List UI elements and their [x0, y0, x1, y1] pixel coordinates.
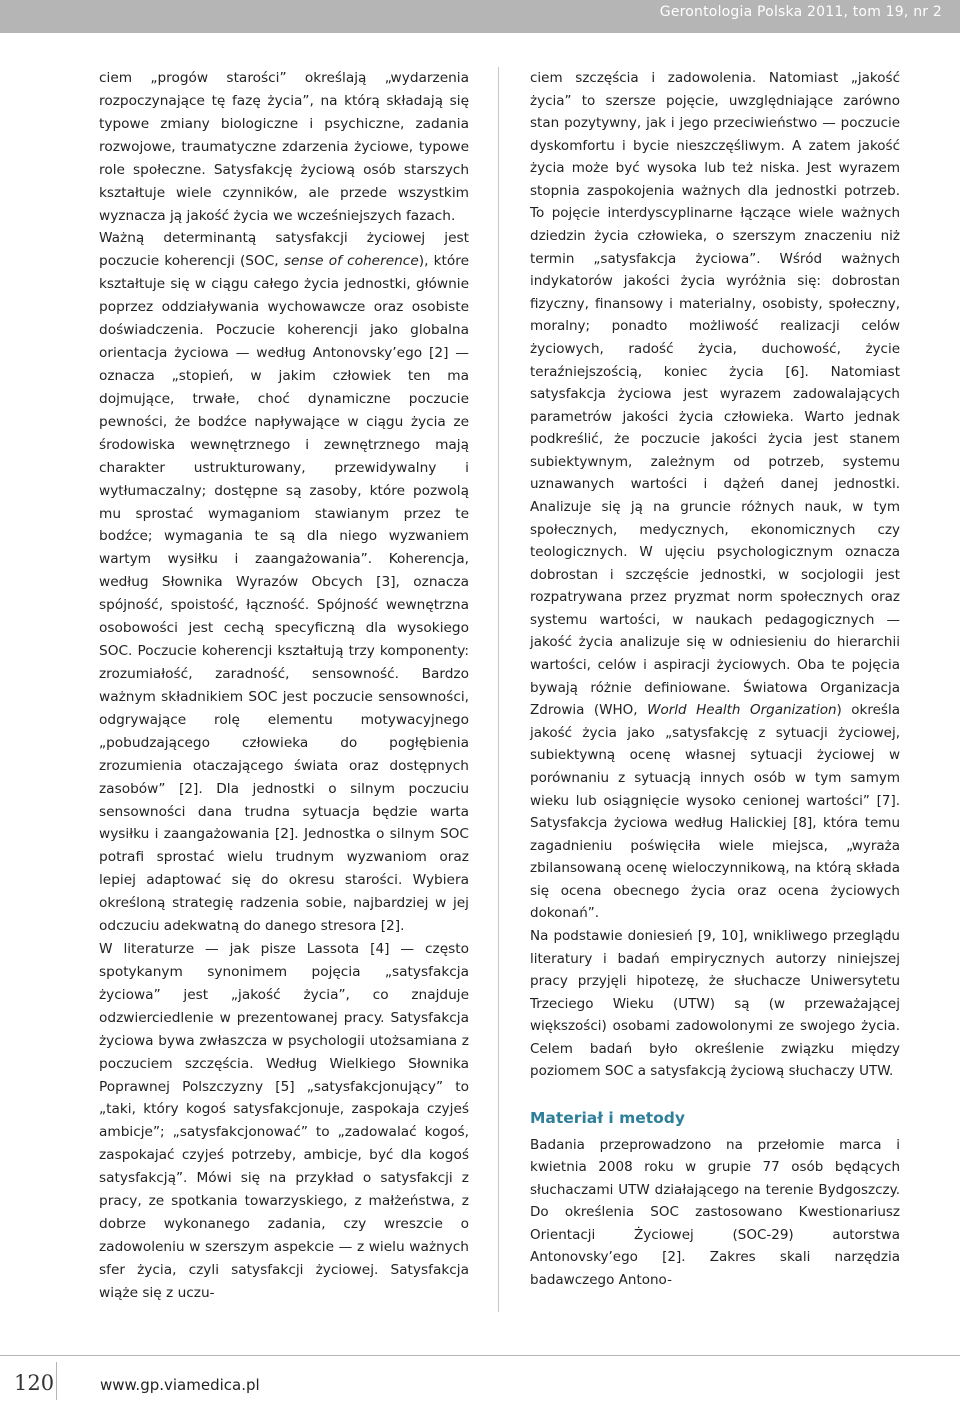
right-paragraph-1-italic: World Health Organization: [647, 702, 837, 719]
right-paragraph-2: Na podstawie doniesień [9, 10], wnikliwego przeglądu literatury i badań empirycznych autorzy niniejszej pracy przyjęli hipotezę, że słuchacze Uniwersytetu Trzeciego Wieku (UTW) są (w przeważającej większości) osobami zadowolonymi ze swojego życia. Celem badań było określenie związku między poziomem SOC a satysfakcją życiową słuchaczy UTW.: [530, 927, 900, 1080]
right-paragraph-3: Badania przeprowadzono na przełomie marca i kwietnia 2008 roku w grupie 77 osób będących słuchaczami UTW działającego na terenie Bydgoszczy. Do określenia SOC zastosowano Kwestionariusz Orientacji Życiowej (SOC-29) autorstwa Antonovsky’ego [2]. Zakres skali narzędzia badawczego Antono-: [530, 1136, 900, 1289]
left-paragraph-3: W literaturze — jak pisze Lassota [4] — często spotykanym synonimem pojęcia „satysfakcja życiowa” jest „jakość życia”, co znajduje odzwierciedlenie w prezentowanej pracy. Satysfakcja życiowa bywa zwłaszcza w psychologii utożsamiana z poczuciem szczęścia. Według Wielkiego Słownika Poprawnej Polszczyzny [5] „satysfakcjonujący” to „taki, który kogoś satysfakcjonuje, zaspokaja czyjeś ambicje”; „satysfakcjonować” to „zadowalać kogoś, zaspokajać czyjeś potrzeby, ambicje, być dla kogoś satysfakcją”. Mówi się na przykład o satysfakcji z pracy, ze spotkania towarzyskiego, z małżeństwa, z dobrze wykonanego zadania, czy wreszcie o zadowoleniu w szerszym aspekcie — z wielu ważnych sfer życia, czyli satysfakcji życiowej. Satysfakcja wiąże się z uczu-: [99, 941, 469, 1301]
right-paragraph-1-start: ciem szczęścia i zadowolenia. Natomiast „jakość życia” to szersze pojęcie, uwzględniające zarówno stan pozytywny, jak i jego przeciwieństwo — poczucie dyskomfortu i bycie nieszczęśliwym. A zatem jakość życia może być wysoka lub też niska. Jest wyrazem stopnia zaspokojenia ważnych dla jednostki potrzeb. To pojęcie interdyscyplinarne łączące wiele ważnych dziedzin życia człowieka, o szerszym znaczeniu niż termin „satysfakcja życiowa”. Wśród ważnych indykatorów jakości życia wyróżnia się: dobrostan fizyczny, finansowy i materialny, osobisty, społeczny, moralny; ponadto możliwość realizacji celów życiowych, radość życia, duchowość, życie teraźniejszością, koniec życia [6]. Natomiast satysfakcja życiowa jest wyrazem zadowalających parametrów jakości życia człowieka. Warto jednak podkreślić, że poczucie jakości życia jest stanem subiektywnym, zależnym od potrzeb, systemu uznawanych wartości i dążeń danej jednostki. Analizuje się ją na gruncie różnych nauk, w tym społecznych, medycznych, ekonomicznych czy teologicznych. W ujęciu psychologicznym oznacza dobrostan i szczęście jednostki, w socjologii jest rozpatrywana przez pryzmat norm społecznych oraz systemu wartości, w naukach pedagogicznych — jakość życia analizuje się w odniesieniu do hierarchii wartości, celów i aspiracji życiowych. Oba te pojęcia bywają różnie definiowane. Światowa Organizacja Zdrowia (WHO,: [530, 70, 900, 719]
footer-rule: [0, 1355, 960, 1356]
left-column: [99, 67, 469, 1305]
page-number: 120: [14, 1371, 55, 1395]
left-paragraph-1: ciem „progów starości” określają „wydarzenia rozpoczynające tę fazę życia”, na którą składają się typowe zmiany biologiczne i psychiczne, zadania rozwojowe, traumatyczne zdarzenia życiowe, typowe role społeczne. Satysfakcję życiową osób starszych kształtuje wiele czynników, ale przede wszystkim wyznacza ją jakość życia we wcześniejszych fazach.: [99, 70, 469, 224]
left-paragraph-2-rest: ), które kształtuje się w ciągu całego życia jednostki, głównie poprzez oddziaływania wychowawcze oraz osobiste doświadczenia. Poczucie koherencji jako globalna orientacja życiowa — według Antonovsky’ego [2] — oznacza „stopień, w jakim człowiek ten ma dojmujące, trwałe, choć dynamiczne poczucie pewności, że bodźce napływające w ciągu życia ze środowiska wewnętrznego i zewnętrznego mają charakter ustrukturowany, przewidywalny i wytłumaczalny; dostępne są zasoby, które pozwolą mu sprostać wymaganiom stawianym przez te bodźce; wymagania te są dla niego wyzwaniem wartym wysiłku i zaangażowania”. Koherencja, według Słownika Wyrazów Obcych [3], oznacza spójność, spoistość, łączność. Spójność wewnętrzna osobowości jest cechą specyficzną dla wysokiego SOC. Poczucie koherencji kształtują trzy komponenty: zrozumiałość, zaradność, sensowność. Bardzo ważnym składnikiem SOC jest poczucie sensowności, odgrywające rolę elementu motywacyjnego „pobudzającego człowieka do pogłębienia zrozumienia otaczającego świata oraz dostępnych zasobów” [2]. Dla jednostki o silnym poczuciu sensowności dana trudna sytuacja będzie warta wysiłku i zaangażowania [2]. Jednostka o silnym SOC potrafi sprostać wielu trudnym wyzwaniom oraz lepiej adaptować się do okresu starości. Wybiera określoną strategię radzenia sobie, najbardziej w jej odczuciu adekwatną do danego stresora [2].: [99, 253, 470, 935]
footer-url[interactable]: www.gp.viamedica.pl: [100, 1376, 260, 1394]
right-paragraph-1-rest: ) określa jakość życia jako „satysfakcję z sytuacji życiowej, subiektywną ocenę własnej sytuacji życiowej w porównaniu z sytuacją innych osób w tym samym wieku lub osiągnięcie wysoko cenionej wartości” [7]. Satysfakcja życiowa według Halickiej [8], która temu zagadnieniu poświęciła wiele miejsca, „wyraża zbilansowaną ocenę wieloczynnikową, na którą składa się ocena obecnego życia oraz ocena życiowych dokonań”.: [530, 702, 900, 922]
header-bar: [0, 0, 960, 33]
footer-divider: [56, 1362, 57, 1400]
section-heading: Materiał i metody: [530, 1109, 685, 1128]
right-column: [530, 67, 900, 1292]
right-paragraph-1: [530, 67, 900, 925]
column-divider: [498, 67, 499, 1312]
left-paragraph-2: [99, 227, 469, 938]
left-paragraph-2-italic: sense of coherence: [283, 253, 419, 270]
left-paragraph-2-start: Ważną determinantą satysfakcji życiowej jest poczucie koherencji (SOC,: [99, 230, 469, 270]
journal-title: Gerontologia Polska 2011, tom 19, nr 2: [659, 4, 942, 20]
